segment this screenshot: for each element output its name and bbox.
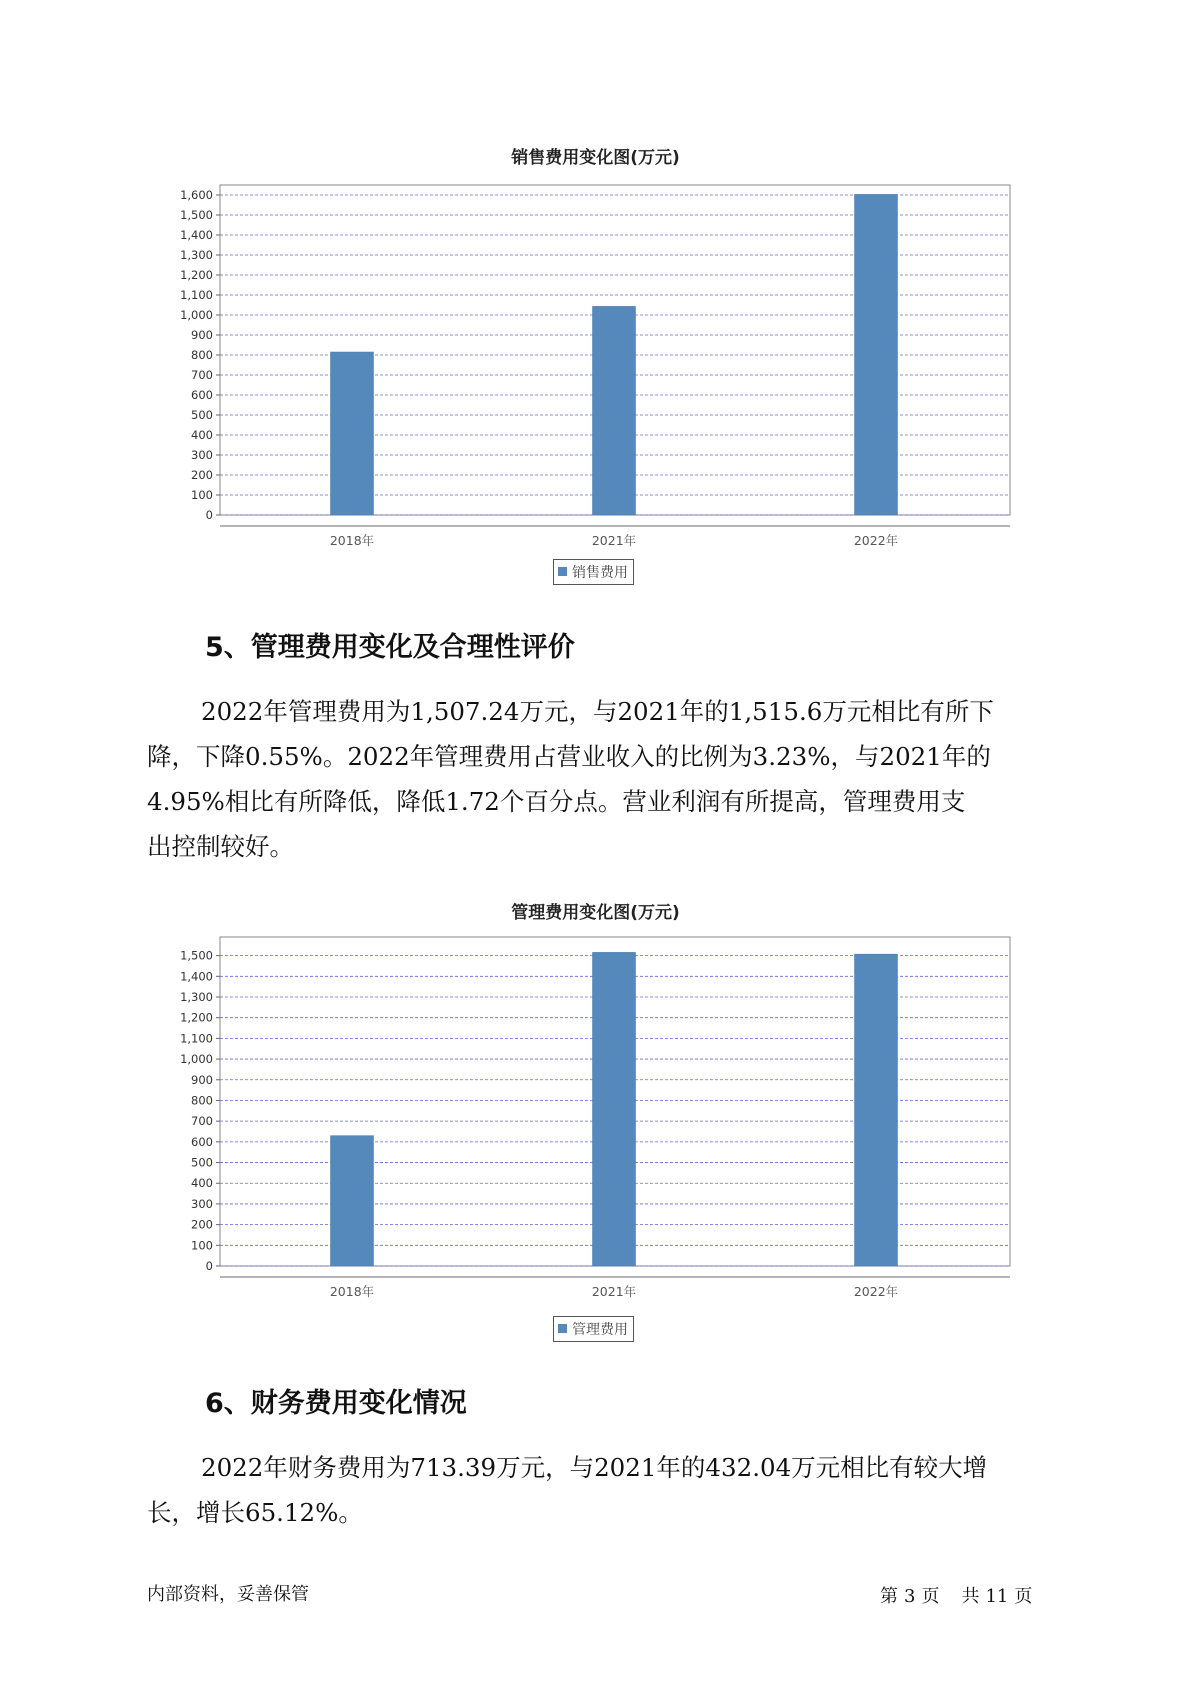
y-tick-label: 1,200 [180, 1010, 213, 1025]
footer-confidential-note: 内部资料，妥善保管 [147, 1584, 309, 1605]
y-tick-label: 200 [191, 1217, 213, 1232]
page-number: 3 [904, 1586, 916, 1607]
y-tick-label: 400 [191, 428, 213, 442]
x-tick-label: 2018年 [329, 533, 375, 548]
page-suffix: 页 [921, 1586, 940, 1607]
paragraph-line: 降，下降0.55%。2022年管理费用占营业收入的比例为3.23%，与2021年的 [147, 742, 991, 771]
y-tick-label: 100 [191, 488, 213, 502]
x-tick-label: 2022年 [853, 1284, 899, 1299]
y-tick-label: 1,600 [180, 188, 213, 202]
y-tick-label: 1,300 [180, 990, 213, 1005]
y-tick-label: 0 [205, 1259, 213, 1273]
paragraph-line: 4.95%相比有所降低，降低1.72个百分点。营业利润有所提高，管理费用支 [147, 787, 966, 816]
y-tick-label: 1,500 [180, 948, 213, 963]
x-tick-label: 2021年 [591, 533, 637, 548]
y-tick-label: 100 [191, 1238, 213, 1253]
y-tick-label: 1,300 [180, 248, 213, 262]
x-tick-label: 2018年 [329, 1284, 375, 1299]
y-tick-label: 700 [191, 1114, 213, 1129]
total-prefix: 共 [961, 1586, 980, 1607]
bar-2022年 [855, 954, 898, 1266]
x-tick-label: 2022年 [853, 533, 899, 548]
legend-admin [553, 1316, 634, 1342]
page-prefix: 第 [880, 1586, 898, 1607]
y-tick-label: 900 [191, 1072, 213, 1087]
paragraph-line: 出控制较好。 [147, 832, 294, 861]
section-heading-5: 5、管理费用变化及合理性评价 [205, 632, 575, 663]
section-heading-6: 6、财务费用变化情况 [205, 1388, 467, 1419]
footer-page-info [880, 1582, 1038, 1608]
section-paragraph-6 [147, 1445, 1047, 1535]
bar-2018年 [331, 1136, 374, 1266]
bar-2021年 [593, 952, 636, 1266]
x-tick-label: 2021年 [591, 1284, 637, 1299]
y-tick-label: 1,200 [180, 268, 213, 282]
y-tick-label: 900 [191, 328, 213, 342]
y-tick-label: 300 [191, 1196, 213, 1211]
legend-label-sales: 销售费用 [572, 565, 628, 581]
y-tick-label: 400 [191, 1176, 213, 1191]
y-tick-label: 300 [191, 448, 213, 462]
y-tick-label: 1,100 [180, 1031, 213, 1046]
y-tick-label: 0 [205, 508, 213, 522]
total-pages: 11 [985, 1586, 1009, 1607]
paragraph-line: 长，增长65.12%。 [147, 1498, 363, 1527]
y-tick-label: 1,100 [180, 288, 213, 302]
y-tick-label: 800 [191, 1093, 213, 1108]
y-tick-label: 1,500 [180, 208, 213, 222]
legend-label-admin: 管理费用 [572, 1322, 628, 1338]
y-tick-label: 1,400 [180, 969, 213, 984]
y-tick-label: 1,000 [180, 1052, 213, 1067]
paragraph-line: 2022年管理费用为1,507.24万元，与2021年的1,515.6万元相比有所下 [201, 697, 994, 726]
y-tick-label: 600 [191, 1134, 213, 1149]
chart-title-sales: 销售费用变化图(万元) [511, 148, 680, 168]
y-tick-label: 200 [191, 468, 213, 482]
y-tick-label: 700 [191, 368, 213, 382]
total-suffix: 页 [1014, 1586, 1033, 1607]
paragraph-line: 2022年财务费用为713.39万元，与2021年的432.04万元相比有较大增 [201, 1453, 988, 1482]
y-tick-label: 800 [191, 348, 213, 362]
y-tick-label: 1,000 [180, 308, 213, 322]
legend-swatch-icon [558, 1324, 567, 1333]
y-tick-label: 600 [191, 388, 213, 402]
y-tick-label: 1,400 [180, 228, 213, 242]
y-tick-label: 500 [191, 1155, 213, 1170]
y-tick-label: 500 [191, 408, 213, 422]
chart-title-admin: 管理费用变化图(万元) [511, 903, 680, 923]
